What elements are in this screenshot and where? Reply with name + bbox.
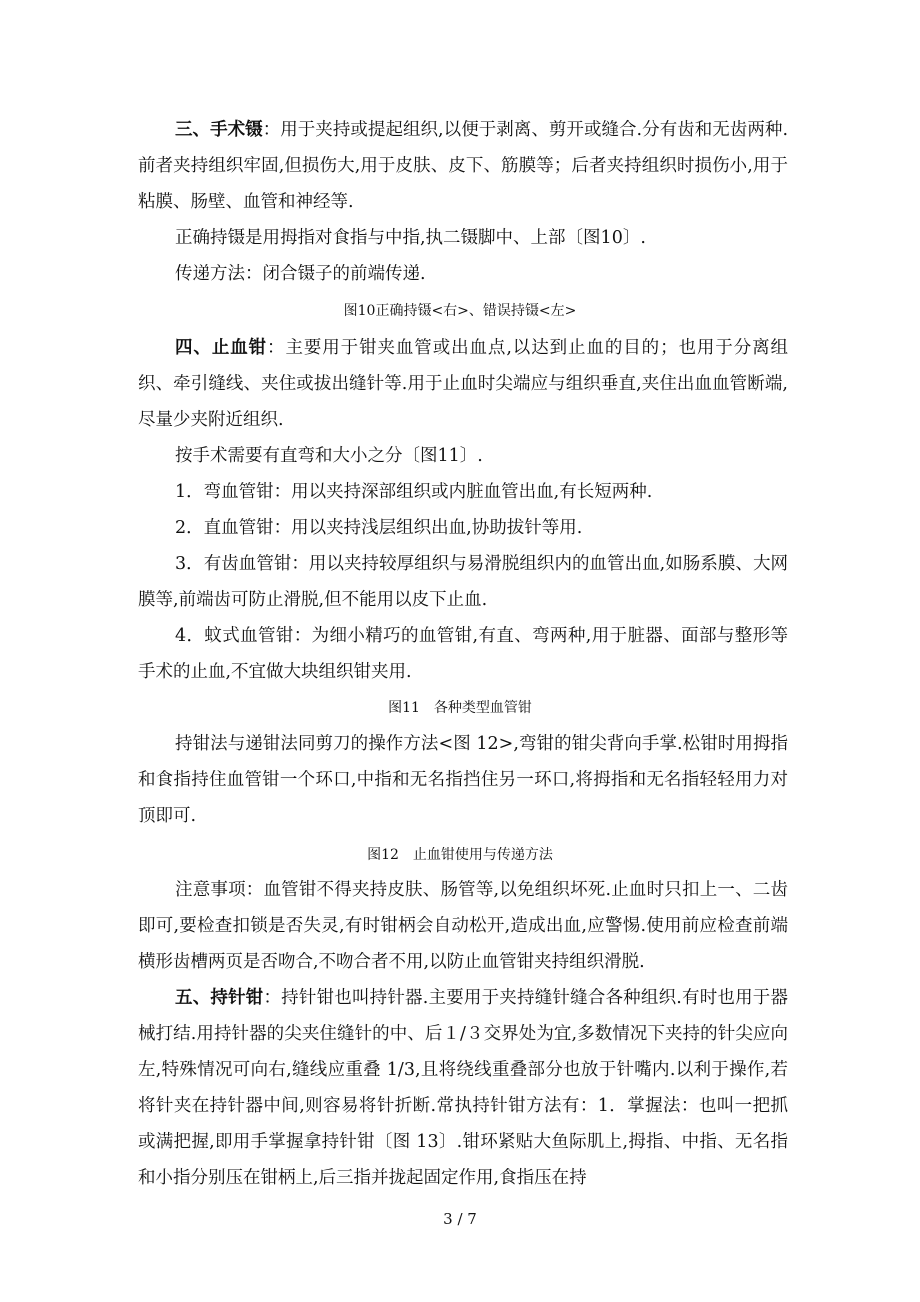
section4-item-4: 4．蚊式血管钳：为细小精巧的血管钳,有直、弯两种,用于脏器、面部与整形等手术的止血,不宜做大块组织钳夹用. [138, 626, 788, 682]
page-number: 3 / 7 [443, 1210, 477, 1228]
section3-text: 用于夹持或提起组织,以便于剥离、剪开或缝合.分有齿和无齿两种.前者夹持组织牢固,但损伤大,用于皮肤、皮下、筋膜等；后者夹持组织时损伤小,用于粘膜、肠壁、血管和神经等. [138, 120, 789, 212]
figure12-caption: 图12 止血钳使用与传递方法 [367, 847, 553, 863]
section4-item-1: 1．弯血管钳：用以夹持深部组织或内脏血管出血,有长短两种. [175, 482, 653, 502]
section3-p3: 传递方法：闭合镊子的前端传递. [175, 264, 426, 284]
section3-p2: 正确持镊是用拇指对食指与中指,执二镊脚中、上部〔图10〕. [175, 228, 646, 248]
section4-p2: 按手术需要有直弯和大小之分〔图11〕. [175, 446, 483, 466]
hold-method-paragraph: 持钳法与递钳法同剪刀的操作方法<图 12>,弯钳的钳尖背向手掌.松钳时用拇指和食指持住血管钳一个环口,中指和无名指挡住另一环口,将拇指和无名指轻轻用力对顶即可. [138, 734, 788, 826]
section5-heading: 五、持针钳 [175, 988, 264, 1008]
section4-paragraph [138, 330, 788, 438]
section3-heading: 三、手术镊 [175, 120, 263, 140]
section5-paragraph [138, 980, 788, 1196]
notes-paragraph: 注意事项：血管钳不得夹持皮肤、肠管等,以免组织坏死.止血时只扣上一、二齿即可,要检查扣锁是否失灵,有时钳柄会自动松开,造成出血,应警惕.使用前应检查前端横形齿槽两页是否吻合,不吻合者不用,以防止血管钳夹持组织滑脱. [138, 880, 788, 972]
section3-paragraph: 三、手术镊：用于夹持或提起组织,以便于剥离、剪开或缝合.分有齿和无齿两种.前者夹持组织牢固,但损伤大,用于皮肤、皮下、筋膜等；后者夹持组织时损伤小,用于粘膜、肠壁、血管和神经等. [138, 120, 789, 212]
figure10-caption: 图10正确持镊<右>、错误持镊<左> [343, 303, 577, 319]
section4-item-3: 3．有齿血管钳：用以夹持较厚组织与易滑脱组织内的血管出血,如肠系膜、大网膜等,前端齿可防止滑脱,但不能用以皮下止血. [138, 554, 788, 610]
section4-text: ：主要用于钳夹血管或出血点,以达到止血的目的；也用于分离组织、牵引缝线、夹住或拔出缝针等.用于止血时尖端应与组织垂直,夹住出血血管断端,尽量少夹附近组织. [138, 338, 789, 430]
figure11-caption: 图11 各种类型血管钳 [388, 700, 532, 716]
section4-heading: 四、止血钳 [175, 338, 268, 358]
section5-text: ：持针钳也叫持针器.主要用于夹持缝针缝合各种组织.有时也用于器械打结.用持针器的尖夹住缝针的中、后１/３交界处为宜,多数情况下夹持的针尖应向左,特殊情况可向右,缝线应重叠 1/3,且将绕线重叠部分也放于针嘴内.以利于操作,若将针夹在持针器中间,则容易将针折断.常执持针钳方法有：1．掌握法：也叫一把抓或满把握,即用手掌握拿持针钳〔图 13〕.钳环紧贴大鱼际肌上,拇指、中指、无名指和小指分别压在钳柄上,后三指并拢起固定作用,食指压在持 [138, 988, 789, 1188]
section4-item-2: 2．直血管钳：用以夹持浅层组织出血,协助拔针等用. [175, 518, 583, 538]
